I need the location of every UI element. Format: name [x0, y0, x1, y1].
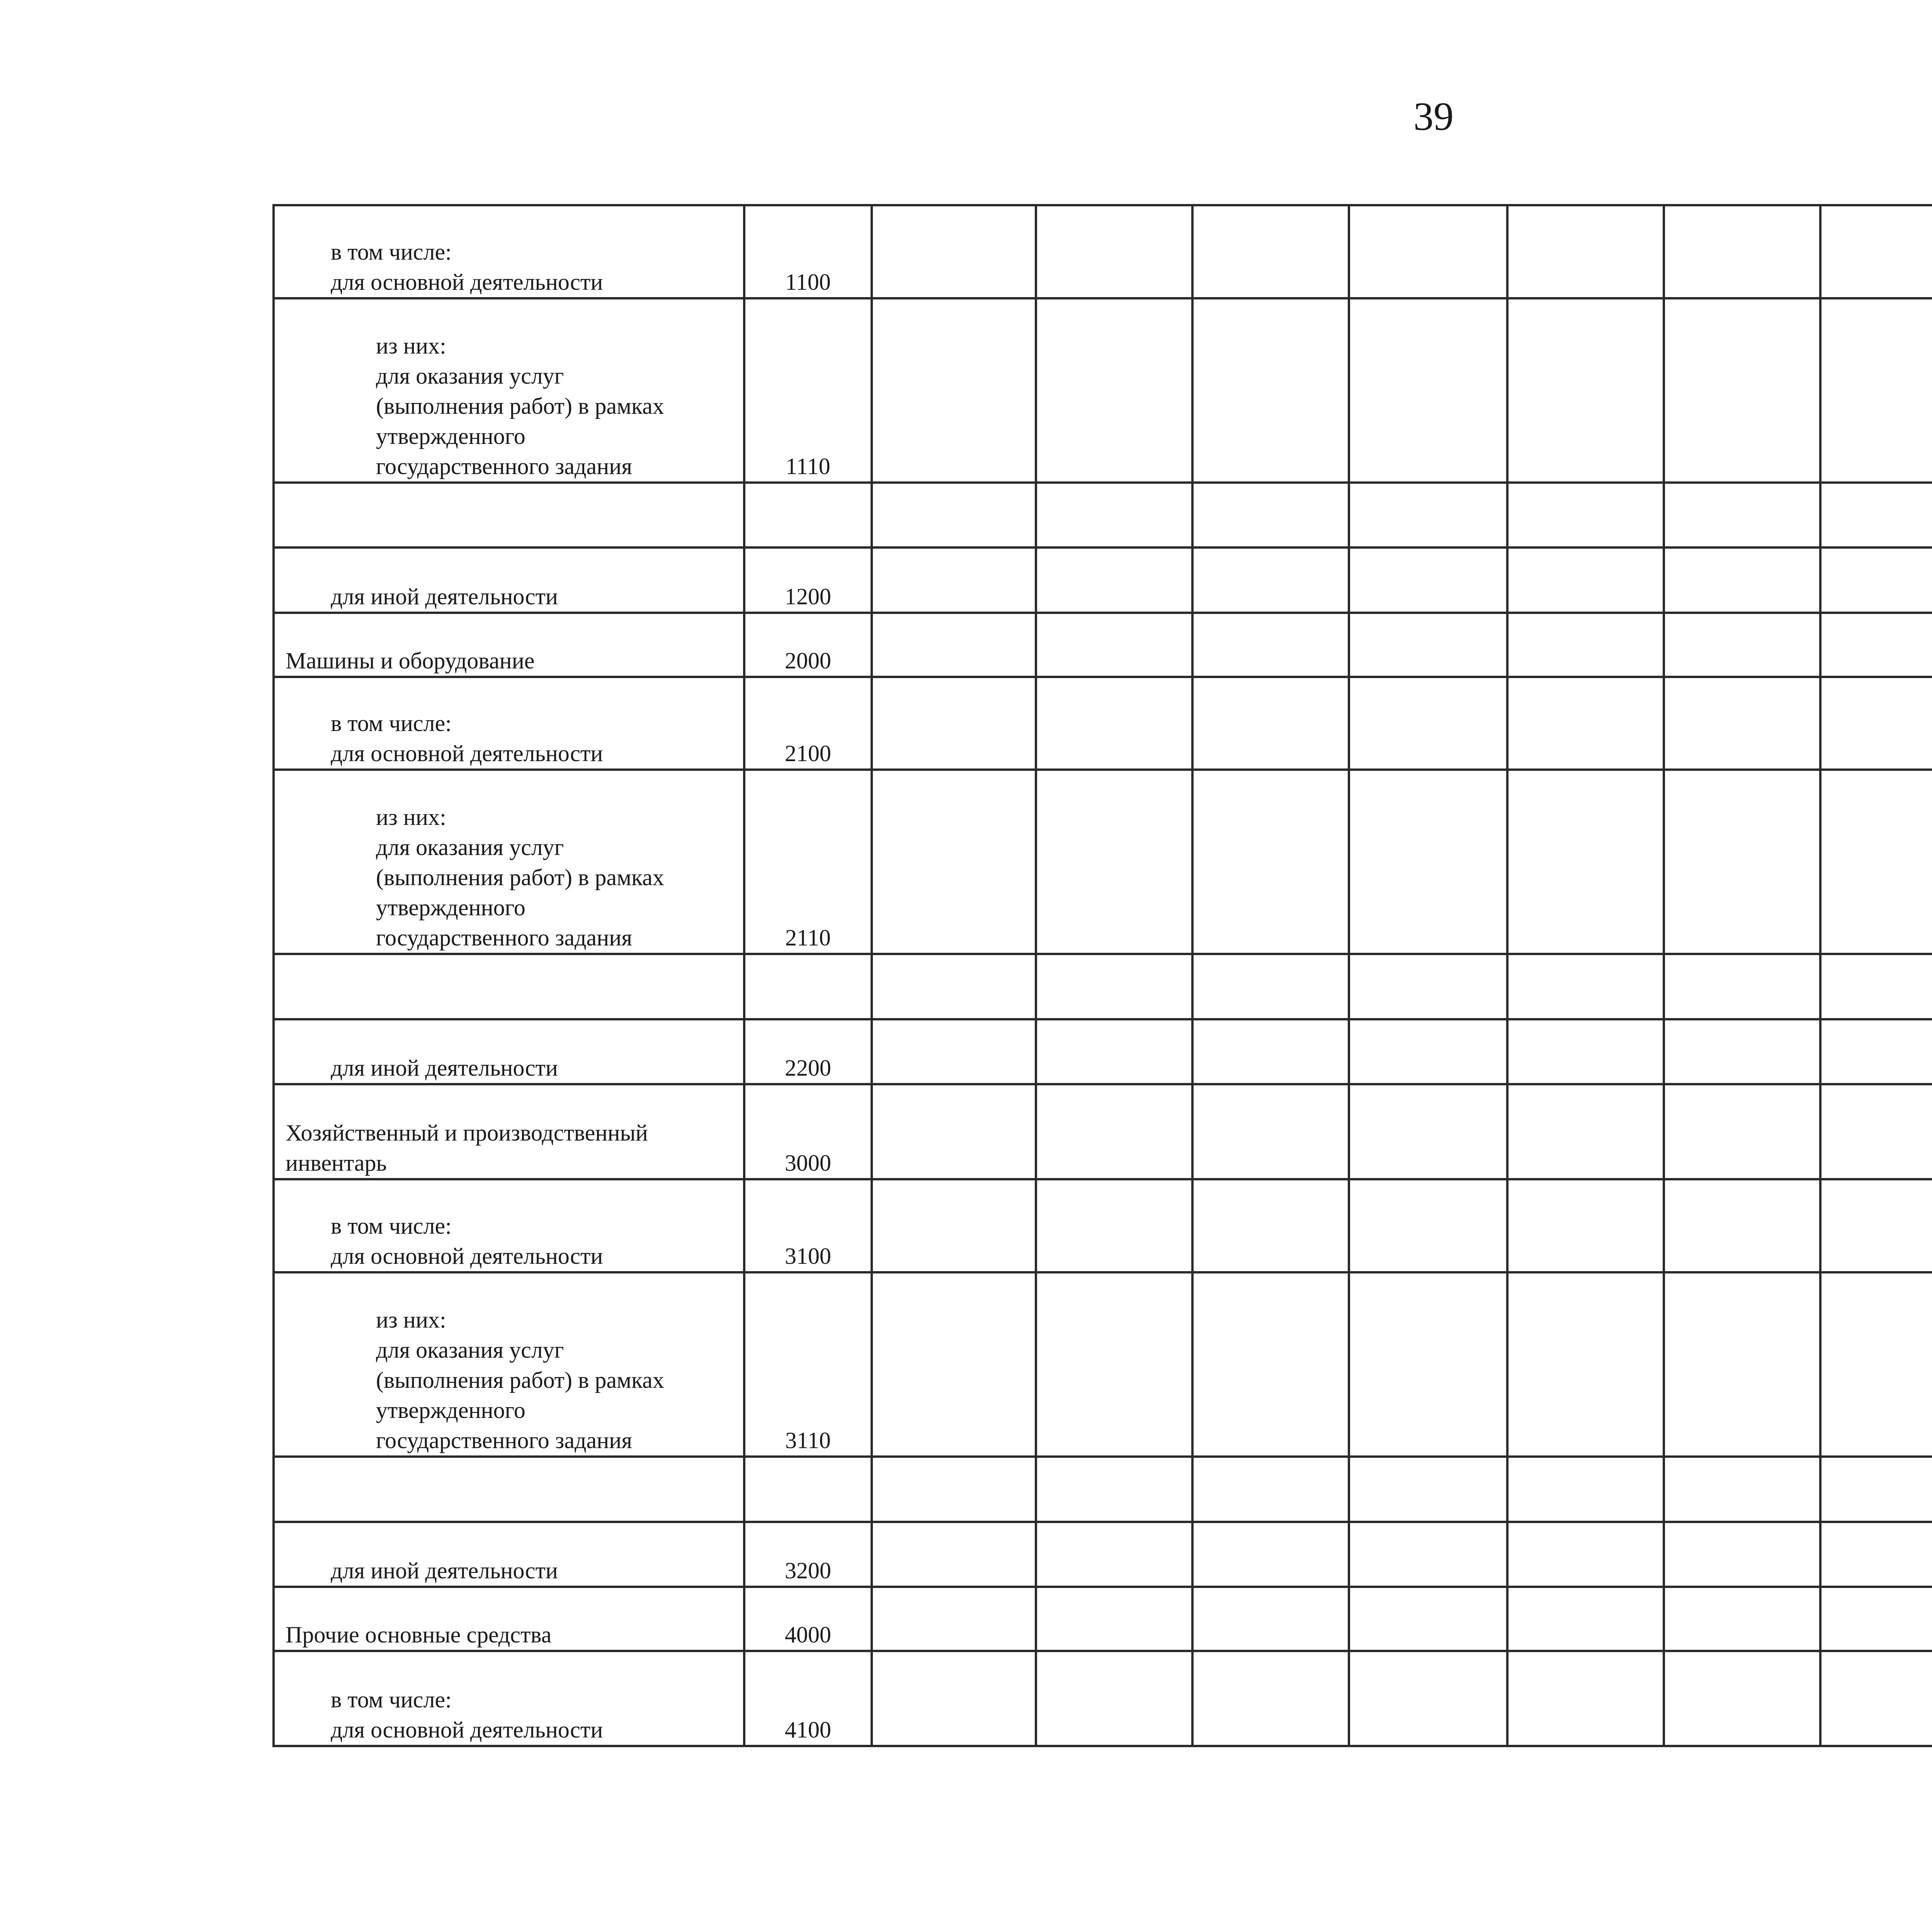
value-cell — [872, 677, 1036, 770]
row-name: для иной деятельности — [331, 1055, 558, 1081]
value-cell — [1664, 483, 1820, 548]
table-row — [274, 954, 1932, 1019]
value-cell — [872, 205, 1036, 298]
value-cell — [1036, 1272, 1192, 1457]
table-row — [274, 1651, 1932, 1746]
value-cell — [1349, 677, 1507, 770]
value-cell — [872, 1457, 1036, 1522]
value-cell — [1664, 954, 1820, 1019]
value-cell — [1349, 1179, 1507, 1272]
value-cell — [1349, 954, 1507, 1019]
value-cell — [1036, 1019, 1192, 1085]
value-cell — [1664, 1457, 1820, 1522]
value-cell — [1192, 1084, 1349, 1179]
table-row — [274, 770, 1932, 954]
table-body — [274, 205, 1932, 1746]
row-name: в том числе: для основной деятельности — [331, 239, 603, 295]
row-name-cell — [274, 770, 744, 954]
row-name-cell — [274, 677, 744, 770]
row-code: 2110 — [744, 770, 872, 954]
value-cell — [1507, 205, 1664, 298]
row-code — [744, 954, 872, 1019]
value-cell — [872, 1084, 1036, 1179]
value-cell — [1507, 1084, 1664, 1179]
value-cell — [872, 613, 1036, 677]
value-cell — [1507, 1272, 1664, 1457]
row-name: в том числе: для основной деятельности — [331, 1213, 603, 1269]
row-code: 3100 — [744, 1179, 872, 1272]
value-cell — [1820, 677, 1932, 770]
value-cell — [1507, 1587, 1664, 1651]
value-cell — [1820, 1084, 1932, 1179]
row-name: Прочие основные средства — [286, 1622, 552, 1647]
row-code: 3200 — [744, 1522, 872, 1587]
value-cell — [1820, 1522, 1932, 1587]
value-cell — [1820, 483, 1932, 548]
value-cell — [1507, 613, 1664, 677]
value-cell — [1192, 1019, 1349, 1085]
row-name-cell — [274, 1019, 744, 1085]
value-cell — [1820, 1457, 1932, 1522]
value-cell — [1036, 1084, 1192, 1179]
value-cell — [872, 1272, 1036, 1457]
table-row — [274, 1084, 1932, 1179]
value-cell — [1349, 770, 1507, 954]
row-code: 4100 — [744, 1651, 872, 1746]
row-name-cell — [274, 1179, 744, 1272]
row-name: в том числе: для основной деятельности — [331, 711, 603, 767]
value-cell — [1664, 547, 1820, 613]
value-cell — [1192, 298, 1349, 483]
table-row — [274, 677, 1932, 770]
value-cell — [1192, 1457, 1349, 1522]
row-name-cell — [274, 298, 744, 483]
value-cell — [872, 1019, 1036, 1085]
value-cell — [1036, 205, 1192, 298]
value-cell — [1349, 1587, 1507, 1651]
table-row — [274, 1457, 1932, 1522]
value-cell — [1349, 1522, 1507, 1587]
value-cell — [1507, 547, 1664, 613]
value-cell — [1036, 547, 1192, 613]
fixed-assets-table — [272, 204, 1932, 1747]
value-cell — [1507, 483, 1664, 548]
value-cell — [872, 770, 1036, 954]
row-code — [744, 483, 872, 548]
row-name-cell — [274, 205, 744, 298]
value-cell — [1820, 1019, 1932, 1085]
value-cell — [1349, 298, 1507, 483]
row-name: для иной деятельности — [331, 583, 558, 609]
row-name-cell — [274, 1522, 744, 1587]
row-name: для иной деятельности — [331, 1558, 558, 1584]
value-cell — [872, 1179, 1036, 1272]
value-cell — [1036, 954, 1192, 1019]
value-cell — [1036, 1651, 1192, 1746]
value-cell — [1820, 1651, 1932, 1746]
value-cell — [1192, 1272, 1349, 1457]
value-cell — [1820, 613, 1932, 677]
value-cell — [1036, 1179, 1192, 1272]
table-row — [274, 298, 1932, 483]
value-cell — [1192, 1587, 1349, 1651]
row-code — [744, 1457, 872, 1522]
value-cell — [1349, 613, 1507, 677]
table-row — [274, 547, 1932, 613]
value-cell — [1507, 954, 1664, 1019]
value-cell — [1820, 1272, 1932, 1457]
row-name: из них: для оказания услуг (выполнения работ) в рамках утвержденного государственного задания — [376, 1307, 664, 1454]
value-cell — [1036, 1522, 1192, 1587]
value-cell — [1507, 1457, 1664, 1522]
value-cell — [1192, 1651, 1349, 1746]
value-cell — [1507, 677, 1664, 770]
row-code: 1200 — [744, 547, 872, 613]
row-name-cell — [274, 1272, 744, 1457]
value-cell — [1192, 677, 1349, 770]
row-name-cell — [274, 1651, 744, 1746]
row-name: в том числе: для основной деятельности — [331, 1687, 603, 1743]
value-cell — [1036, 770, 1192, 954]
value-cell — [1349, 1019, 1507, 1085]
value-cell — [1664, 1272, 1820, 1457]
row-code: 1110 — [744, 298, 872, 483]
value-cell — [1507, 1522, 1664, 1587]
row-name-cell — [274, 1084, 744, 1179]
value-cell — [1664, 298, 1820, 483]
value-cell — [872, 954, 1036, 1019]
value-cell — [872, 1587, 1036, 1651]
value-cell — [1036, 613, 1192, 677]
value-cell — [1036, 1587, 1192, 1651]
value-cell — [1349, 1084, 1507, 1179]
table-row — [274, 1179, 1932, 1272]
value-cell — [872, 483, 1036, 548]
row-code: 2000 — [744, 613, 872, 677]
value-cell — [1192, 613, 1349, 677]
value-cell — [1664, 205, 1820, 298]
value-cell — [1349, 1457, 1507, 1522]
value-cell — [1664, 1651, 1820, 1746]
row-code: 2100 — [744, 677, 872, 770]
value-cell — [1192, 483, 1349, 548]
value-cell — [1192, 770, 1349, 954]
value-cell — [1820, 547, 1932, 613]
row-name-cell — [274, 613, 744, 677]
value-cell — [1349, 205, 1507, 298]
row-code: 4000 — [744, 1587, 872, 1651]
row-name: из них: для оказания услуг (выполнения работ) в рамках утвержденного государственного задания — [376, 804, 664, 951]
row-name-cell — [274, 1457, 744, 1522]
value-cell — [1036, 677, 1192, 770]
row-name-cell — [274, 483, 744, 548]
table-row — [274, 205, 1932, 298]
row-name-cell — [274, 954, 744, 1019]
table-row — [274, 1522, 1932, 1587]
value-cell — [1664, 677, 1820, 770]
value-cell — [1664, 1587, 1820, 1651]
row-code: 2200 — [744, 1019, 872, 1085]
row-name-cell — [274, 547, 744, 613]
value-cell — [1820, 298, 1932, 483]
value-cell — [1192, 954, 1349, 1019]
value-cell — [872, 1522, 1036, 1587]
value-cell — [1349, 547, 1507, 613]
value-cell — [1664, 770, 1820, 954]
row-name-cell — [274, 1587, 744, 1651]
value-cell — [872, 547, 1036, 613]
table-row — [274, 1587, 1932, 1651]
value-cell — [1820, 1587, 1932, 1651]
value-cell — [1820, 770, 1932, 954]
value-cell — [1664, 1179, 1820, 1272]
value-cell — [1820, 1179, 1932, 1272]
value-cell — [1507, 770, 1664, 954]
table-row — [274, 613, 1932, 677]
value-cell — [1192, 1522, 1349, 1587]
value-cell — [1036, 298, 1192, 483]
value-cell — [1349, 1651, 1507, 1746]
value-cell — [1664, 1084, 1820, 1179]
page-number: 39 — [1413, 94, 1454, 139]
value-cell — [1507, 1179, 1664, 1272]
row-code: 1100 — [744, 205, 872, 298]
value-cell — [1507, 298, 1664, 483]
value-cell — [1820, 205, 1932, 298]
value-cell — [1820, 954, 1932, 1019]
value-cell — [1664, 1019, 1820, 1085]
value-cell — [1192, 547, 1349, 613]
value-cell — [1036, 483, 1192, 548]
row-name: из них: для оказания услуг (выполнения работ) в рамках утвержденного государственного задания — [376, 333, 664, 479]
value-cell — [872, 1651, 1036, 1746]
row-name: Машины и оборудование — [286, 648, 535, 673]
value-cell — [1036, 1457, 1192, 1522]
row-code: 3110 — [744, 1272, 872, 1457]
row-name: Хозяйственный и производственный инвентарь — [286, 1120, 648, 1176]
value-cell — [1664, 1522, 1820, 1587]
value-cell — [1192, 205, 1349, 298]
value-cell — [872, 298, 1036, 483]
table-row — [274, 1272, 1932, 1457]
value-cell — [1507, 1651, 1664, 1746]
table-row — [274, 483, 1932, 548]
table-row — [274, 1019, 1932, 1085]
value-cell — [1192, 1179, 1349, 1272]
value-cell — [1664, 613, 1820, 677]
value-cell — [1349, 483, 1507, 548]
row-code: 3000 — [744, 1084, 872, 1179]
value-cell — [1349, 1272, 1507, 1457]
value-cell — [1507, 1019, 1664, 1085]
